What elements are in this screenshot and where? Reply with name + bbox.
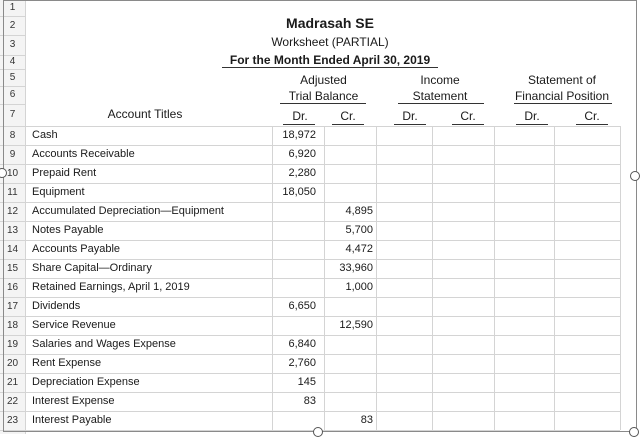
row-number: 23 [6,414,19,426]
adjusted-cr-amount: 4,472 [345,242,373,255]
row-number: 16 [6,281,19,293]
income-cr-header: Cr. [460,109,476,123]
row-number: 3 [9,39,16,50]
row-number: 1 [9,2,16,13]
account-title: Cash [32,128,58,141]
adjusted-cr-amount: 83 [360,413,373,426]
account-titles-header: Account Titles [107,107,183,121]
income-header-line1: Income [420,73,460,87]
row-number: 13 [6,224,19,236]
adjusted-dr-amount: 2,760 [288,356,316,369]
row-number: 17 [6,300,19,312]
row-number: 19 [6,338,19,350]
adjusted-cr-amount: 4,895 [345,204,373,217]
row-number: 12 [6,205,19,217]
adjusted-cr-header: Cr. [340,109,356,123]
adjusted-cr-amount: 12,590 [339,318,373,331]
adjusted-dr-amount: 6,650 [288,299,316,312]
adjusted-dr-amount: 18,972 [282,128,316,141]
row-number: 14 [6,243,19,255]
adjusted-header-line2: Trial Balance [288,89,359,103]
account-title: Prepaid Rent [32,166,97,179]
row-number: 8 [9,129,16,141]
row-number: 18 [6,319,19,331]
row-number: 21 [6,376,19,388]
income-header-line2: Statement [412,89,468,103]
row-number: 5 [9,71,16,83]
account-title: Accounts Payable [32,242,121,255]
account-title: Notes Payable [32,223,104,236]
adjusted-header-line1: Adjusted [300,73,347,87]
account-title: Equipment [32,185,85,198]
adjusted-dr-amount: 145 [297,375,316,388]
row-number: 20 [6,357,19,369]
sofp-dr-header: Dr. [524,109,540,123]
account-title: Rent Expense [32,356,102,369]
account-title: Depreciation Expense [32,375,140,388]
account-title: Salaries and Wages Expense [32,337,176,350]
adjusted-dr-amount: 6,840 [288,337,316,350]
row-number: 22 [6,395,19,407]
resize-handle-right[interactable] [630,171,640,181]
row-number: 9 [9,148,16,160]
adjusted-dr-amount: 18,050 [282,185,316,198]
row-number: 4 [9,56,16,67]
row-number: 7 [9,109,16,120]
adjusted-cr-amount: 5,700 [345,223,373,236]
account-title: Interest Expense [32,394,115,407]
adjusted-dr-amount: 2,280 [288,166,316,179]
account-title: Accounts Receivable [32,147,135,160]
row-number: 2 [9,19,16,31]
row-number: 6 [9,89,16,100]
account-title: Interest Payable [32,413,112,426]
row-number: 10 [6,167,19,179]
row-number: 11 [7,186,18,198]
adjusted-cr-amount: 1,000 [345,280,373,293]
account-title: Retained Earnings, April 1, 2019 [32,280,190,293]
sofp-cr-header: Cr. [584,109,600,123]
account-title: Accumulated Depreciation—Equipment [32,204,224,217]
period-title: For the Month Ended April 30, 2019 [229,53,431,67]
row-number: 15 [6,262,19,274]
account-title: Dividends [32,299,81,312]
account-title: Share Capital—Ordinary [32,261,152,274]
resize-handle-bottom[interactable] [313,427,323,437]
adjusted-dr-amount: 83 [303,394,316,407]
income-dr-header: Dr. [402,109,418,123]
adjusted-cr-amount: 33,960 [339,261,373,274]
worksheet-title: Worksheet (PARTIAL) [271,35,389,49]
adjusted-dr-amount: 6,920 [288,147,316,160]
sofp-header-line2: Financial Position [514,89,610,103]
adjusted-dr-header: Dr. [292,109,308,123]
selection-box[interactable] [3,0,637,432]
sofp-header-line1: Statement of [527,73,597,87]
account-title: Service Revenue [32,318,116,331]
company-title: Madrasah SE [286,15,374,31]
resize-handle-corner[interactable] [629,427,639,437]
